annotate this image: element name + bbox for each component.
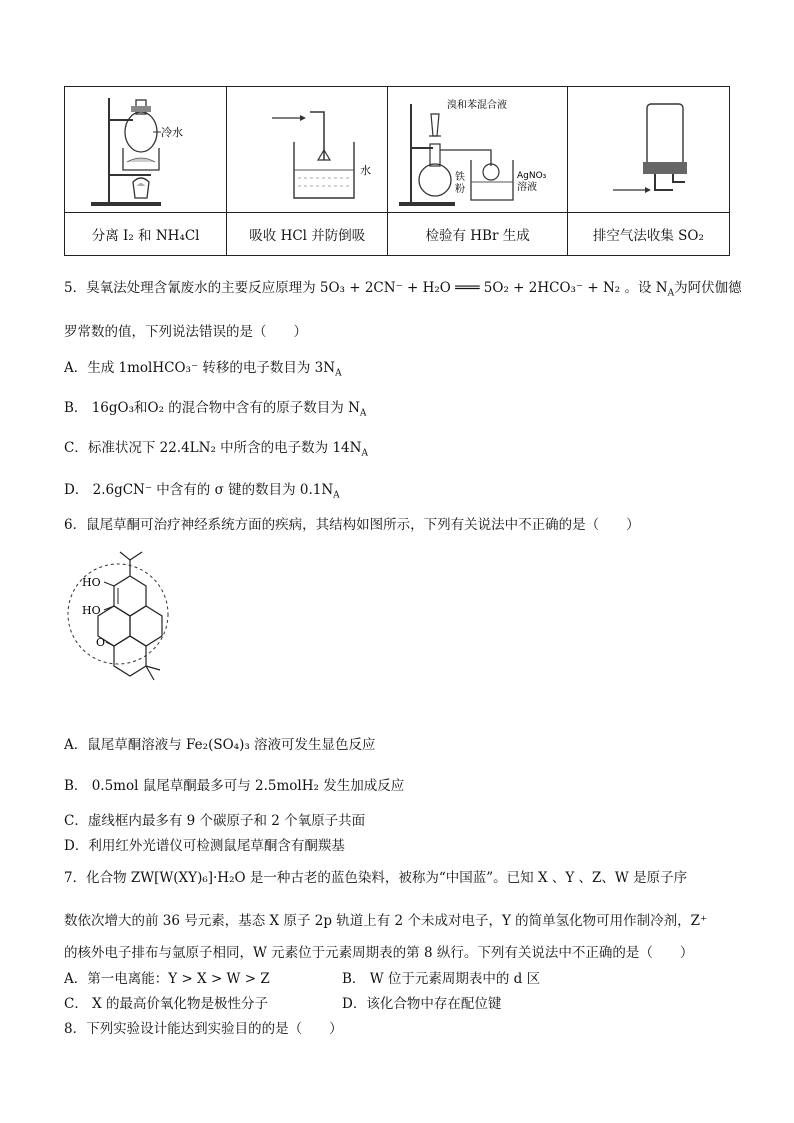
q5-option-a-sub: A (335, 368, 342, 379)
caption-sublimation: 分离 I₂ 和 NH₄Cl (65, 213, 227, 256)
q7-option-c: C． X 的最高价氧化物是极性分子 (64, 996, 269, 1012)
q5-stem-line1 (64, 276, 742, 299)
q6-option-c: C．虚线框内最多有 9 个碳原子和 2 个氧原子共面 (64, 813, 366, 829)
ho-label-1: HO (82, 576, 101, 589)
q5-option-d-text: D． 2.6gCN⁻ 中含有的 σ 键的数目为 0.1N (64, 482, 334, 498)
q5-option-b (64, 396, 366, 419)
hbr-test-diagram (393, 90, 563, 210)
apparatus-cell-1 (65, 87, 227, 213)
agno3-label: AgNO₃ (516, 170, 546, 181)
q5-stem-text: 5．臭氧法处理含氰废水的主要反应原理为 5O₃ + 2CN⁻ + H₂O ═══ 5O₂ + 2HCO₃⁻ + N₂ 。设 N (64, 280, 668, 296)
q5-option-b-text: B． 16gO₃和O₂ 的混合物中含有的原子数目为 N (64, 400, 360, 416)
q6-stem: 6．鼠尾草酮可治疗神经系统方面的疾病，其结构如图所示，下列有关说法中不正确的是（ ） (64, 517, 640, 533)
q5-option-c-text: C．标准状况下 22.4LN₂ 中所含的电子数为 14N (64, 440, 362, 456)
bromine-benzene-label: 溴和苯混合液 (446, 99, 507, 111)
q5-stem-sub: A (667, 288, 675, 299)
sublimation-apparatus-diagram (71, 90, 221, 210)
apparatus-cell-2 (227, 87, 388, 213)
q7-stem-line3: 的核外电子排布与氩原子相同，W 元素位于元素周期表的第 8 纵行。下列有关说法中不正确的是（ ） (64, 945, 694, 961)
q7-stem-line1: 7．化合物 ZW[W(XY)₆]·H₂O 是一种古老的蓝色染料，被称为“中国蓝”。已知 X 、Y 、Z、W 是原子序 (64, 870, 688, 886)
caption-so2-collection: 排空气法收集 SO₂ (567, 213, 729, 256)
q5-option-c (64, 436, 368, 459)
ho-label-2: HO (82, 604, 101, 617)
q5-option-a-text: A．生成 1molHCO₃⁻ 转移的电子数目为 3N (64, 360, 336, 376)
q5-stem-line2: 罗常数的值，下列说法错误的是（ ） (64, 324, 307, 340)
powder-label: 粉 (454, 183, 465, 195)
q7-option-d: D．该化合物中存在配位键 (342, 996, 502, 1012)
q6-option-d: D．利用红外光谱仪可检测鼠尾草酮含有酮羰基 (64, 838, 345, 854)
caption-hbr-test: 检验有 HBr 生成 (388, 213, 567, 256)
q7-stem-line2: 数依次增大的前 36 号元素，基态 X 原子 2p 轨道上有 2 个未成对电子，Y 的简单氢化物可用作制冷剂，Z⁺ (64, 913, 708, 929)
q7-option-a: A．第一电离能：Y > X > W > Z (64, 971, 270, 987)
water-label: 水 (360, 163, 372, 177)
caption-hcl-absorption: 吸收 HCl 并防倒吸 (227, 213, 388, 256)
gas-collection-diagram (573, 90, 723, 210)
oxygen-label: O (96, 636, 106, 649)
q5-option-c-sub: A (361, 448, 368, 459)
q7-option-b: B． W 位于元素周期表中的 d 区 (342, 971, 541, 987)
q6-option-b: B． 0.5mol 鼠尾草酮最多可与 2.5molH₂ 发生加成反应 (64, 778, 405, 794)
q5-option-b-sub: A (359, 408, 367, 419)
q5-option-d (64, 478, 340, 501)
cold-water-label: 冷水 (160, 125, 183, 139)
solution-label: 溶液 (516, 181, 537, 193)
q6-option-a: A．鼠尾草酮溶液与 Fe₂(SO₄)₃ 溶液可发生显色反应 (64, 737, 376, 753)
apparatus-table (64, 86, 730, 256)
q5-option-d-sub: A (333, 490, 340, 501)
q5-option-a (64, 356, 342, 379)
hcl-absorption-diagram (232, 90, 382, 210)
apparatus-cell-4 (567, 87, 729, 213)
apparatus-cell-3 (388, 87, 567, 213)
iron-label: 铁 (454, 171, 465, 183)
q5-stem-tail: 为阿伏伽德 (674, 280, 742, 296)
q8-stem: 8．下列实验设计能达到实验目的的是（ ） (64, 1021, 343, 1037)
carnosol-structure-diagram (64, 542, 184, 712)
